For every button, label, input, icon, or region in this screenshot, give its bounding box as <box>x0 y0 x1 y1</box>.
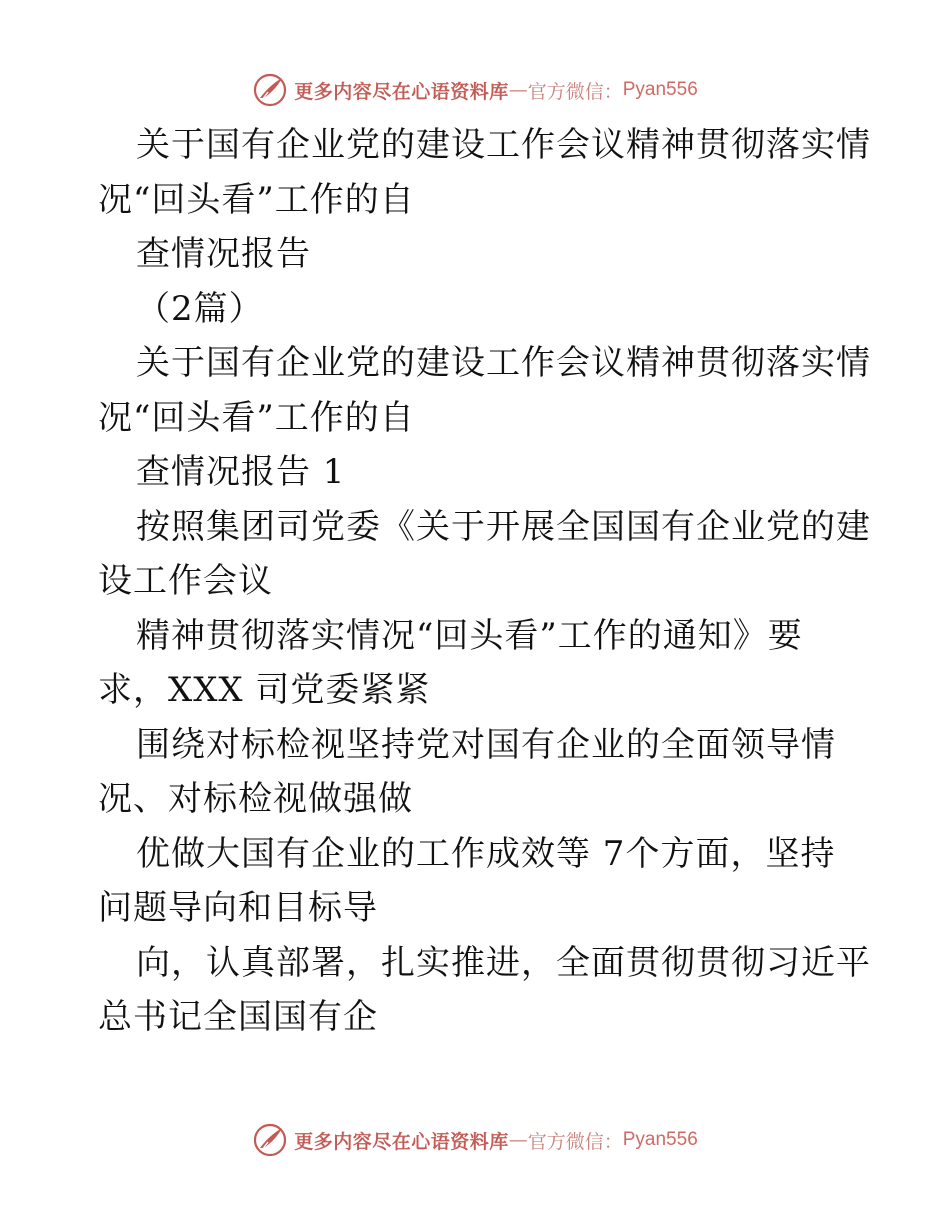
title-line-1: 关于国有企业党的建设工作会议精神贯彻落实情 <box>136 125 871 165</box>
banner-dash: — <box>508 79 528 101</box>
quill-pen-logo-icon <box>252 72 288 108</box>
banner-wechat-label: 官方微信： <box>527 80 623 103</box>
title-line-2: 况“回头看”工作的自 <box>98 179 415 220</box>
banner-wechat-id: Pyan556 <box>622 79 698 100</box>
section-title-line-3: 查情况报告 1 <box>136 452 346 492</box>
header-watermark <box>0 70 950 110</box>
title-count: （2篇） <box>136 288 264 329</box>
banner-wechat-id: Pyan556 <box>622 1129 698 1150</box>
footer-watermark <box>0 1120 950 1160</box>
section-title-line-2: 况“回头看”工作的自 <box>98 397 415 438</box>
paragraph-line: 围绕对标检视坚持党对国有企业的全面领导情 <box>136 724 836 765</box>
banner-text: 更多内容尽在心语资料库 <box>294 80 509 103</box>
section-title-line-1: 关于国有企业党的建设工作会议精神贯彻落实情 <box>136 343 871 383</box>
paragraph-line: 问题导向和目标导 <box>98 888 378 928</box>
banner-wechat-label: 官方微信： <box>527 1130 623 1153</box>
paragraph-line: 总书记全国国有企 <box>98 997 378 1037</box>
title-line-3: 查情况报告 <box>136 234 311 274</box>
paragraph-line: 按照集团司党委《关于开展全国国有企业党的建 <box>136 506 871 547</box>
paragraph-line: 向，认真部署，扎实推进，全面贯彻贯彻习近平 <box>136 942 871 983</box>
banner-dash: — <box>508 1129 528 1151</box>
paragraph-line: 设工作会议 <box>98 561 273 601</box>
paragraph-line: 精神贯彻落实情况“回头看”工作的通知》要 <box>136 615 803 656</box>
paragraph-line: 优做大国有企业的工作成效等 7个方面，坚持 <box>136 833 836 874</box>
document-body <box>98 118 871 1045</box>
paragraph-line: 况、对标检视做强做 <box>98 779 413 819</box>
banner-text: 更多内容尽在心语资料库 <box>294 1130 509 1153</box>
quill-pen-logo-icon <box>252 1122 288 1158</box>
paragraph-line: 求，XXX 司党委紧紧 <box>98 670 431 710</box>
